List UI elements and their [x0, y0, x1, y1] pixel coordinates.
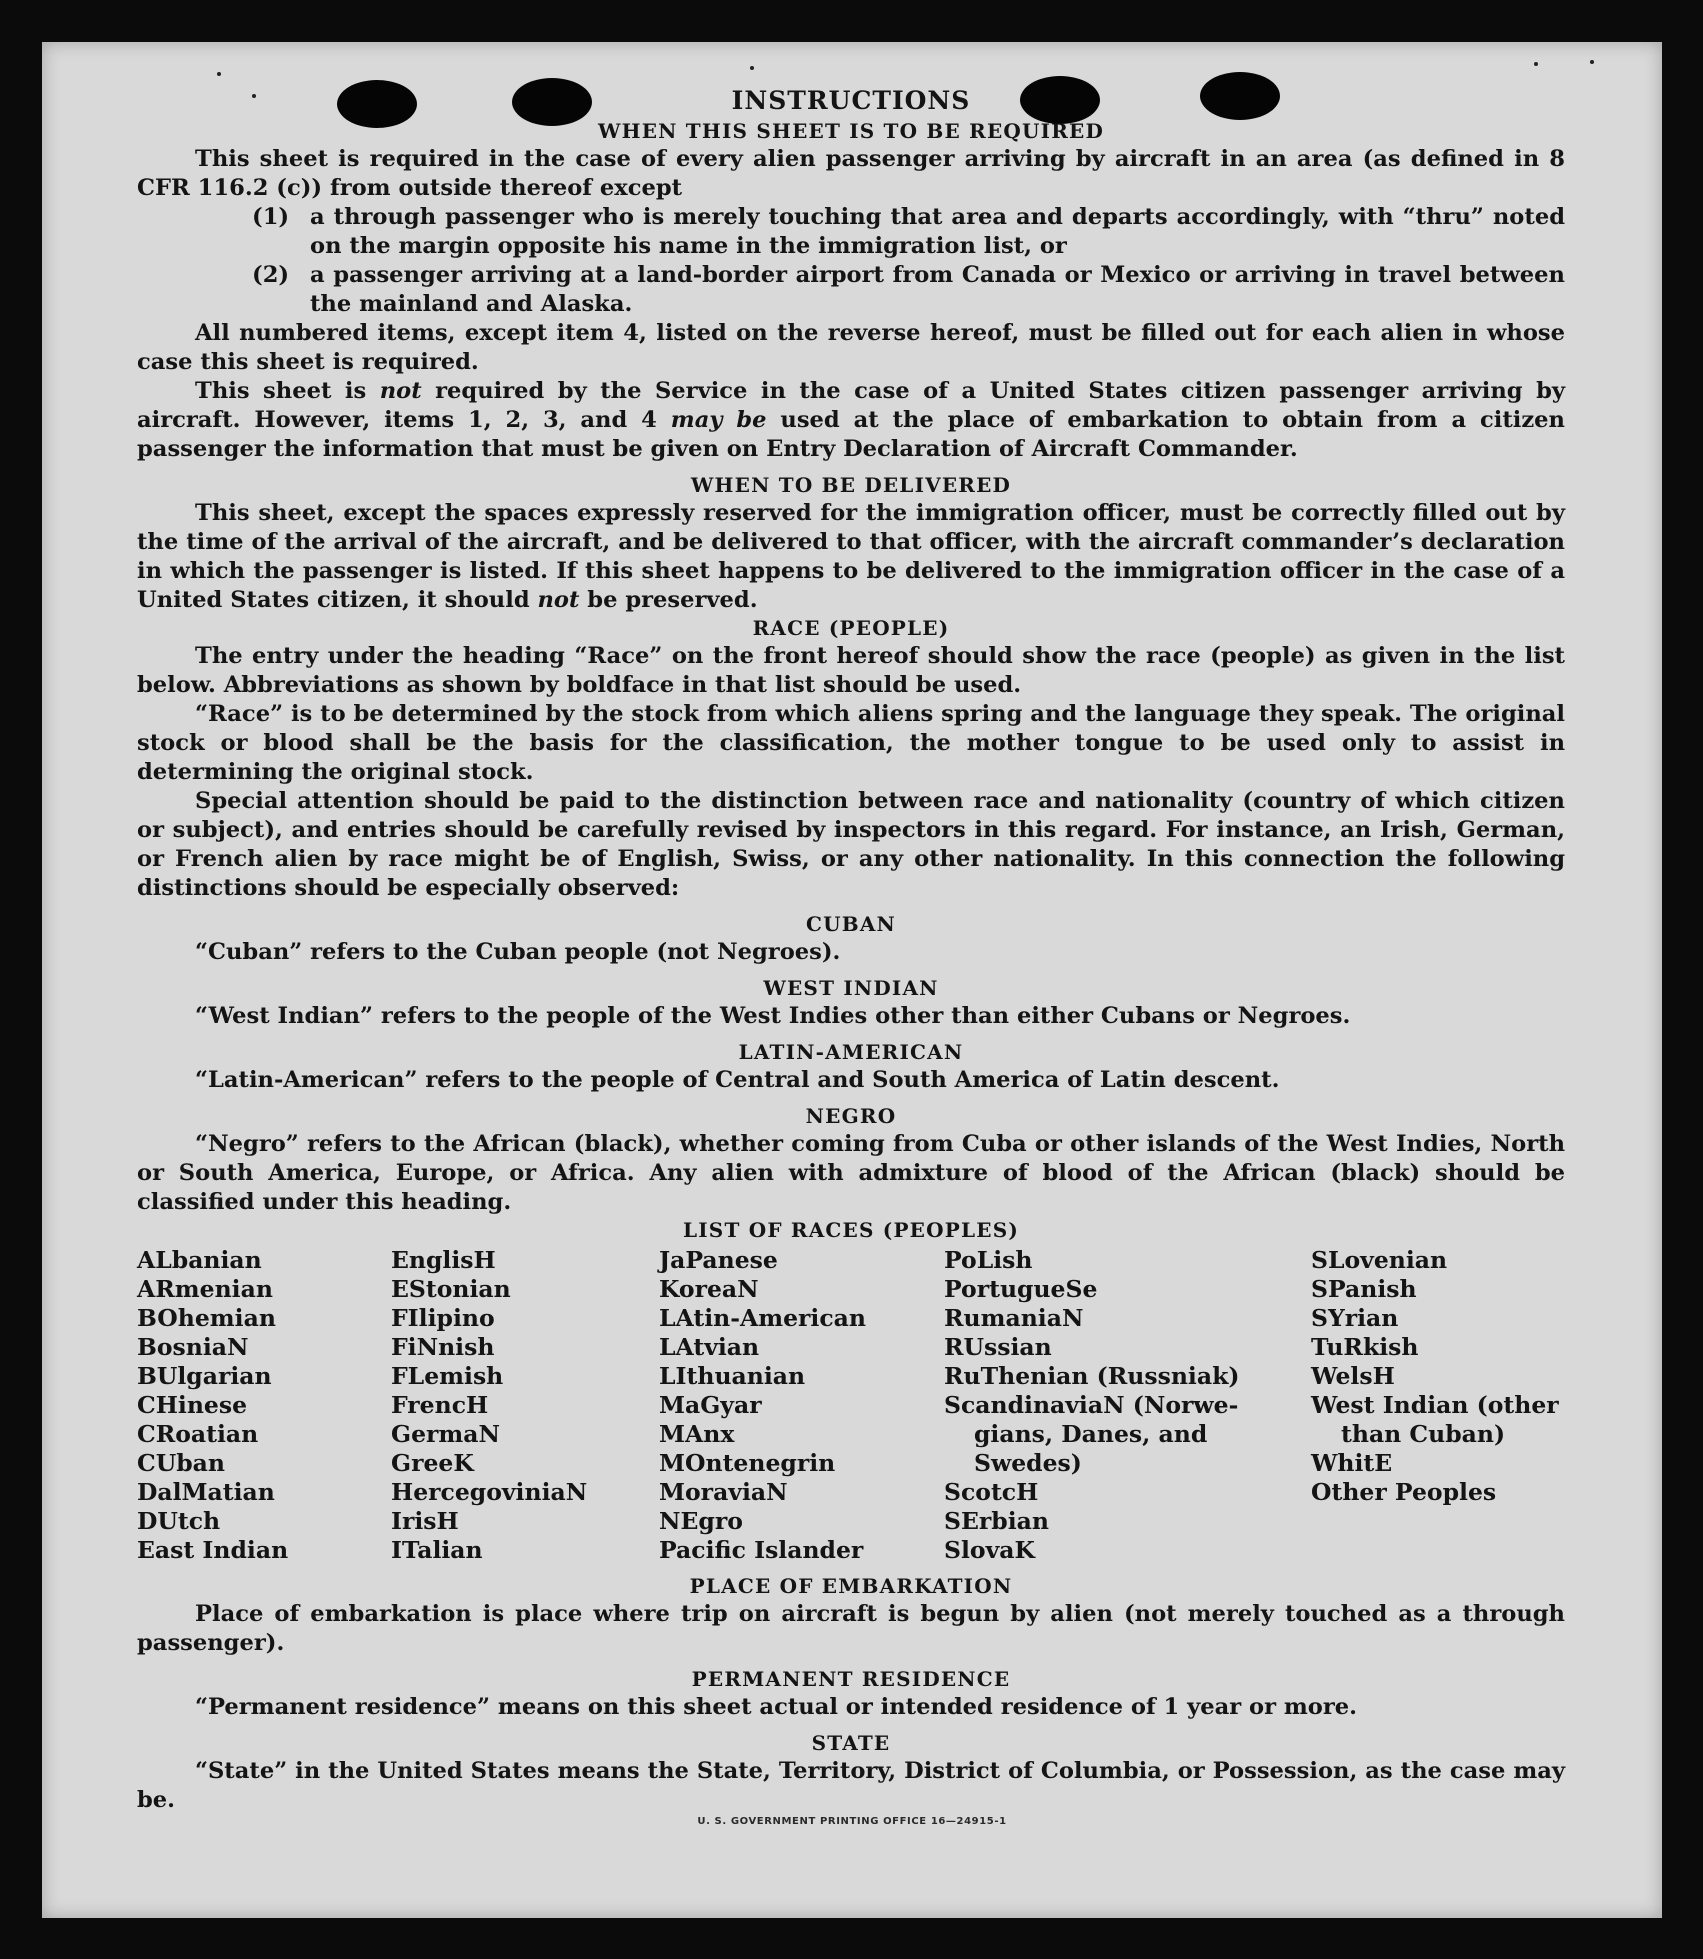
- race-entry: CRoatian: [137, 1420, 259, 1448]
- race-entry: BOhemian: [137, 1304, 276, 1332]
- permanent-residence-text: “Permanent residence” means on this sheet actual or intended residence of 1 year or more.: [195, 1694, 1358, 1720]
- race-entry: LAtvian: [659, 1333, 760, 1361]
- citizen-paragraph: [137, 377, 1565, 464]
- race-entry: EnglisH: [391, 1246, 496, 1274]
- race-entry: Swedes): [974, 1449, 1082, 1477]
- citizen-paragraph-part-b: required by the Service in the case of a United States citizen passenger arriving by aircraft. However, items 1, 2, 3, and 4: [137, 378, 1566, 433]
- latin-american-text: “Latin-American” refers to the people of Central and South America of Latin descent.: [195, 1067, 1280, 1093]
- when-delivered-part-b: be preserved.: [579, 587, 758, 613]
- race-entry: MoraviaN: [659, 1478, 788, 1506]
- exception-item-2: [252, 261, 1565, 319]
- race-entry: WhitE: [1311, 1449, 1393, 1477]
- speck: [1590, 60, 1594, 64]
- race-column-4-bottom: [944, 1478, 1311, 1565]
- race-entry: CHinese: [137, 1391, 248, 1419]
- race-entry: HercegoviniaN: [391, 1478, 588, 1506]
- race-entry: East Indian: [137, 1536, 289, 1564]
- race-column-1: [137, 1246, 391, 1565]
- document-sheet: [42, 42, 1662, 1918]
- race-paragraph-3: Special attention should be paid to the distinction between race and nationality (country of which citizen or subject), and entries should be carefully revised by inspectors in this regard. For instance, an Irish, German, or French alien by race might be of English, Swiss, or any other nationality. In this connection the following distinctions should be especially observed:: [137, 788, 1565, 901]
- race-entry: Pacific Islander: [659, 1536, 864, 1564]
- race-paragraph-2: “Race” is to be determined by the stock from which aliens spring and the language they speak. The original stock or blood shall be the basis for the classification, the mother tongue to be used only to assist in determining the original stock.: [137, 701, 1565, 785]
- exception-item-2-text: a passenger arriving at a land-border airport from Canada or Mexico or arriving in travel between the mainland and Alaska.: [310, 262, 1565, 317]
- speck: [217, 72, 221, 76]
- when-delivered-text: [137, 499, 1565, 615]
- heading-permanent-residence: PERMANENT RESIDENCE: [691, 1667, 1011, 1691]
- negro-text: “Negro” refers to the African (black), whether coming from Cuba or other islands of the West Indies, North or South America, Europe, or Africa. Any alien with admixture of blood of the African (black) should be classified under this heading.: [137, 1131, 1565, 1215]
- place-of-embarkation-text: Place of embarkation is place where trip on aircraft is begun by alien (not merely touched as a through passenger).: [137, 1601, 1565, 1656]
- race-column-4-top: [944, 1246, 1311, 1420]
- race-column-5-bottom: [1311, 1449, 1565, 1507]
- heading-state: STATE: [811, 1731, 891, 1755]
- instructions-body: [137, 84, 1565, 1815]
- race-entry: ITalian: [391, 1536, 483, 1564]
- race-entry: GermaN: [391, 1420, 500, 1448]
- race-entry: PoLish: [944, 1246, 1033, 1274]
- race-entry: WelsH: [1311, 1362, 1395, 1390]
- race-entry: SErbian: [944, 1507, 1049, 1535]
- citizen-paragraph-part-c: used at the place of embarkation to obtain from a citizen passenger the information that must be given on Entry Declaration of Aircraft Commander.: [137, 407, 1565, 462]
- west-indian-text: “West Indian” refers to the people of the West Indies other than either Cubans or Negroes.: [195, 1003, 1351, 1029]
- race-entry: DUtch: [137, 1507, 221, 1535]
- heading-race: RACE (PEOPLE): [752, 616, 950, 640]
- when-delivered-not: not: [537, 587, 580, 613]
- race-entry: EStonian: [391, 1275, 511, 1303]
- race-entry: FiNnish: [391, 1333, 495, 1361]
- race-entry: MOntenegrin: [659, 1449, 836, 1477]
- race-entry: BosniaN: [137, 1333, 249, 1361]
- heading-west-indian: WEST INDIAN: [763, 976, 939, 1000]
- heading-negro: NEGRO: [805, 1104, 897, 1128]
- heading-cuban: CUBAN: [805, 912, 897, 936]
- heading-latin-american: LATIN-AMERICAN: [738, 1040, 964, 1064]
- printing-office-imprint: U. S. GOVERNMENT PRINTING OFFICE 16—24915-1: [697, 1816, 1007, 1827]
- race-column-2: [391, 1246, 659, 1565]
- cuban-text: “Cuban” refers to the Cuban people (not Negroes).: [195, 939, 841, 965]
- race-entry: NEgro: [659, 1507, 743, 1535]
- when-required-intro: This sheet is required in the case of every alien passenger arriving by aircraft in an area (as defined in 8 CFR 116.2 (c)) from outside thereof except: [137, 146, 1565, 201]
- race-entry: MAnx: [659, 1420, 735, 1448]
- citizen-paragraph-not: not: [379, 378, 422, 404]
- race-entry: RuThenian (Russniak): [944, 1362, 1240, 1390]
- race-column-4-continuation: [944, 1420, 1311, 1478]
- race-entry: CUban: [137, 1449, 225, 1477]
- race-entry: RUssian: [944, 1333, 1052, 1361]
- race-entry: LAtin-American: [659, 1304, 866, 1332]
- race-entry: SlovaK: [944, 1536, 1035, 1564]
- race-entry: FIlipino: [391, 1304, 495, 1332]
- race-entry: LIthuanian: [659, 1362, 806, 1390]
- race-entry: BUlgarian: [137, 1362, 272, 1390]
- race-column-4: [944, 1246, 1311, 1565]
- race-entry: ARmenian: [137, 1275, 273, 1303]
- page-title: INSTRUCTIONS: [731, 86, 971, 115]
- race-entry: DalMatian: [137, 1478, 275, 1506]
- exception-item-1-number: (1): [252, 204, 290, 230]
- heading-when-required: WHEN THIS SHEET IS TO BE REQUIRED: [597, 119, 1105, 143]
- exception-item-2-number: (2): [252, 262, 290, 288]
- exception-item-1: [252, 203, 1565, 261]
- when-delivered-part-a: This sheet, except the spaces expressly reserved for the immigration officer, must be correctly filled out by the time of the arrival of the aircraft, and be delivered to that officer, with the aircraft commander’s declaration in which the passenger is listed. If this sheet happens to be delivered to the immigration officer in the case of a United States citizen, it should: [137, 500, 1565, 613]
- race-entry: JaPanese: [659, 1246, 778, 1274]
- race-entry: gians, Danes, and: [974, 1420, 1208, 1448]
- race-column-5: [1311, 1246, 1565, 1565]
- race-entry: MaGyar: [659, 1391, 762, 1419]
- speck: [1534, 62, 1538, 66]
- race-entry: TuRkish: [1311, 1333, 1419, 1361]
- race-entry: ScotcH: [944, 1478, 1039, 1506]
- race-entry: FLemish: [391, 1362, 504, 1390]
- race-column-5-top: [1311, 1246, 1565, 1420]
- numbered-items-paragraph: All numbered items, except item 4, listed on the reverse hereof, must be filled out for each alien in whose case this sheet is required.: [137, 320, 1565, 375]
- race-entry: SYrian: [1311, 1304, 1399, 1332]
- exception-item-1-text: a through passenger who is merely touching that area and departs accordingly, with “thru” noted on the margin opposite his name in the immigration list, or: [310, 204, 1565, 259]
- heading-place-of-embarkation: PLACE OF EMBARKATION: [689, 1574, 1013, 1598]
- race-entry: than Cuban): [1341, 1420, 1506, 1448]
- race-column-3: [659, 1246, 944, 1565]
- race-entry: ScandinaviaN (Norwe-: [944, 1391, 1239, 1419]
- race-column-5-continuation: [1311, 1420, 1565, 1449]
- heading-when-delivered: WHEN TO BE DELIVERED: [690, 473, 1012, 497]
- race-entry: SLovenian: [1311, 1246, 1448, 1274]
- speck: [750, 66, 754, 70]
- race-entry: IrisH: [391, 1507, 459, 1535]
- heading-list-of-races: LIST OF RACES (PEOPLES): [682, 1218, 1020, 1242]
- race-entry: West Indian (other: [1311, 1391, 1559, 1419]
- race-entry: KoreaN: [659, 1275, 759, 1303]
- race-entry: SPanish: [1311, 1275, 1417, 1303]
- race-entry: RumaniaN: [944, 1304, 1084, 1332]
- race-entry: GreeK: [391, 1449, 474, 1477]
- race-entry: PortugueSe: [944, 1275, 1098, 1303]
- race-entry: Other Peoples: [1311, 1478, 1497, 1506]
- citizen-paragraph-may-be: may be: [670, 407, 767, 433]
- race-list: [137, 1246, 1565, 1565]
- race-entry: ALbanian: [137, 1246, 262, 1274]
- race-entry: FrencH: [391, 1391, 489, 1419]
- citizen-paragraph-part-a: This sheet is: [195, 378, 380, 404]
- race-paragraph-1: The entry under the heading “Race” on the front hereof should show the race (people) as given in the list below. Abbreviations as shown by boldface in that list should be used.: [137, 643, 1565, 698]
- state-text: “State” in the United States means the State, Territory, District of Columbia, or Possession, as the case may be.: [137, 1758, 1565, 1813]
